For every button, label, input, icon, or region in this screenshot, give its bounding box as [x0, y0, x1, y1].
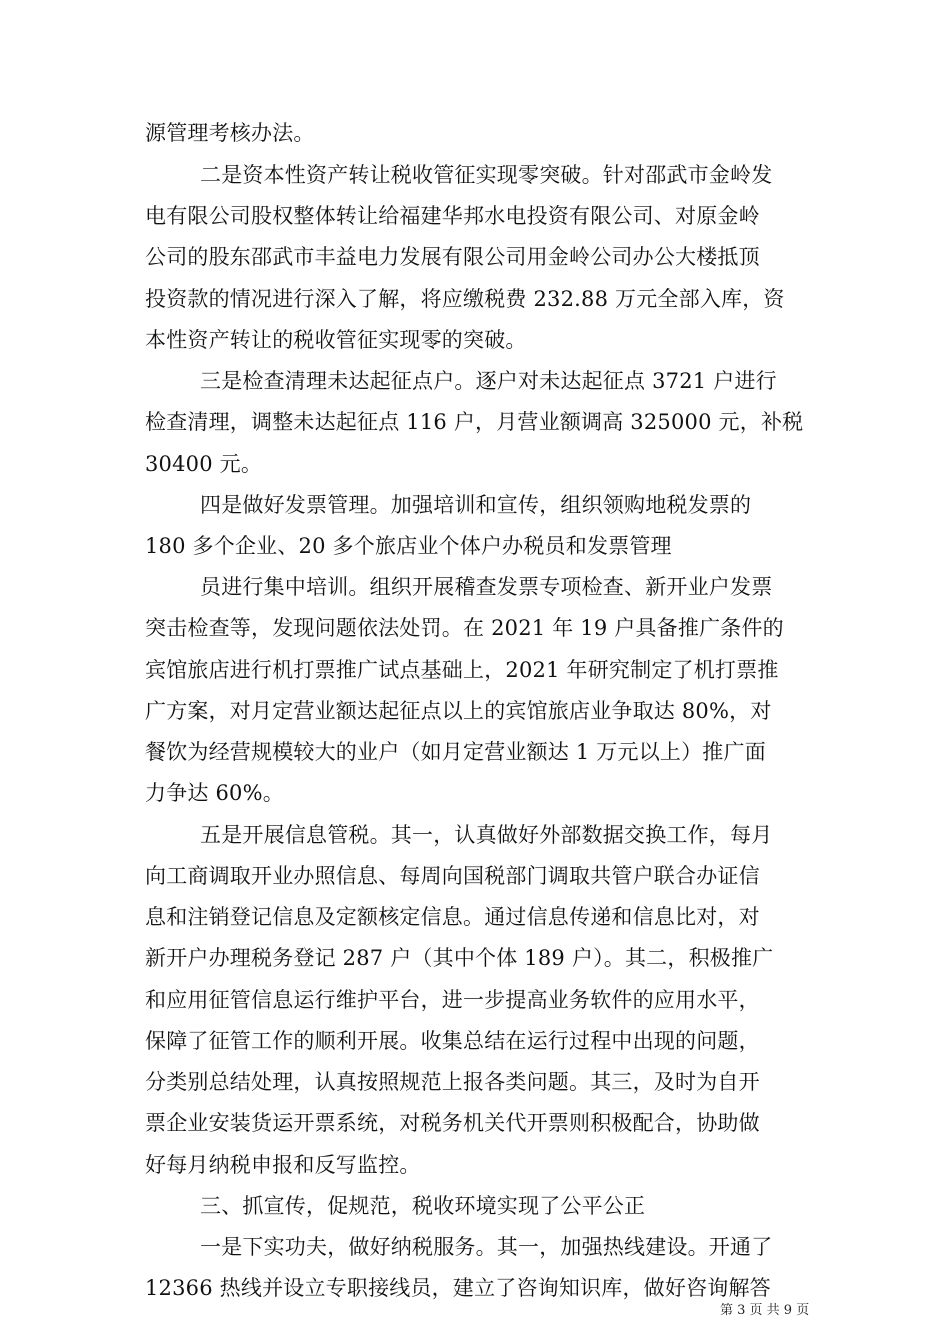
text-line: 公司的股东邵武市丰益电力发展有限公司用金岭公司办公大楼抵顶 — [145, 245, 760, 269]
page-number: 第 3 页 共 9 页 — [720, 1303, 810, 1318]
text-line: 三是检查清理未达起征点户。逐户对未达起征点 3721 户进行 — [200, 369, 777, 393]
text-line: 票企业安装货运开票系统，对税务机关代开票则积极配合，协助做 — [145, 1111, 760, 1135]
text-line: 检查清理，调整未达起征点 116 户，月营业额调高 325000 元，补税 — [145, 410, 804, 434]
text-line: 宾馆旅店进行机打票推广试点基础上，2021 年研究制定了机打票推 — [145, 658, 779, 682]
text-line: 30400 元。 — [145, 452, 263, 476]
text-line: 向工商调取开业办照信息、每周向国税部门调取共管户联合办证信 — [145, 864, 760, 888]
text-line: 源管理考核办法。 — [145, 121, 315, 145]
text-line: 息和注销登记信息及定额核定信息。通过信息传递和信息比对，对 — [145, 905, 760, 929]
text-line: 新开户办理税务登记 287 户（其中个体 189 户）。其二，积极推广 — [145, 946, 774, 970]
text-line: 餐饮为经营规模较大的业户（如月定营业额达 1 万元以上）推广面 — [145, 740, 766, 764]
text-line: 五是开展信息管税。其一，认真做好外部数据交换工作，每月 — [200, 823, 773, 847]
text-line: 广方案，对月定营业额达起征点以上的宾馆旅店业争取达 80%，对 — [145, 699, 772, 723]
text-line: 12366 热线并设立专职接线员，建立了咨询知识库，做好咨询解答 — [145, 1276, 771, 1300]
text-line: 保障了征管工作的顺利开展。收集总结在运行过程中出现的问题， — [145, 1029, 760, 1053]
text-line: 员进行集中培训。组织开展稽查发票专项检查、新开业户发票 — [200, 575, 773, 599]
text-line: 突击检查等，发现问题依法处罚。在 2021 年 19 户具备推广条件的 — [145, 616, 784, 640]
text-line: 四是做好发票管理。加强培训和宣传，组织领购地税发票的 — [200, 493, 752, 517]
text-line: 好每月纳税申报和反写监控。 — [145, 1153, 421, 1177]
text-line: 本性资产转让的税收管征实现零的突破。 — [145, 328, 527, 352]
text-line: 一是下实功夫，做好纳税服务。其一，加强热线建设。开通了 — [200, 1235, 773, 1259]
text-line: 分类别总结处理，认真按照规范上报各类问题。其三，及时为自开 — [145, 1070, 760, 1094]
text-line: 180 多个企业、20 多个旅店业个体户办税员和发票管理 — [145, 534, 672, 558]
text-line: 力争达 60%。 — [145, 781, 284, 805]
text-line: 和应用征管信息运行维护平台，进一步提高业务软件的应用水平， — [145, 988, 760, 1012]
text-line: 二是资本性资产转让税收管征实现零突破。针对邵武市金岭发 — [200, 163, 773, 187]
text-line: 电有限公司股权整体转让给福建华邦水电投资有限公司、对原金岭 — [145, 204, 760, 228]
text-line: 投资款的情况进行深入了解，将应缴税费 232.88 万元全部入库，资 — [145, 287, 785, 311]
section-heading: 三、抓宣传，促规范，税收环境实现了公平公正 — [200, 1194, 646, 1218]
